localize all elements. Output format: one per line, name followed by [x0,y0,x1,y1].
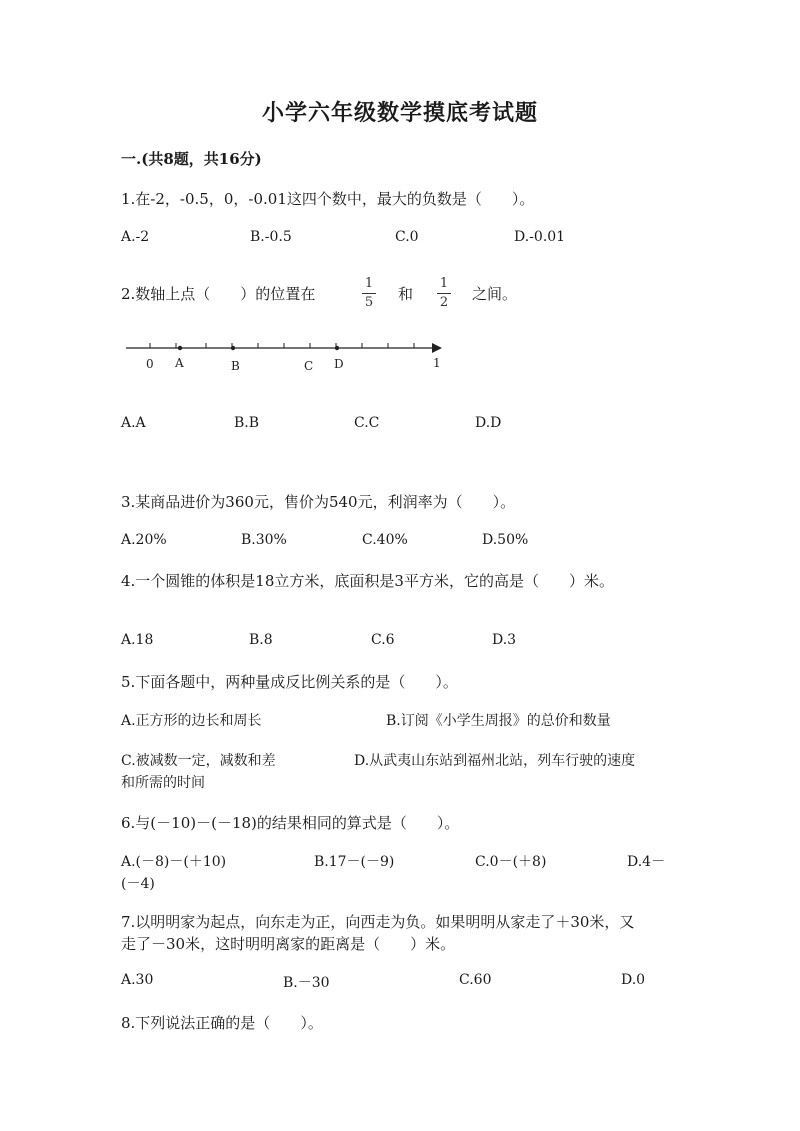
point-d-dot [335,346,339,350]
q4-option-b: B.8 [249,632,273,648]
point-b-dot [231,346,235,350]
q5-option-b: B.订阅《小学生周报》的总价和数量 [386,713,611,729]
fraction-denominator: 2 [439,295,449,310]
fraction-bar [362,293,376,294]
q3-option-c: C.40% [362,532,408,548]
section-heading: 一.(共8题，共16分) [121,150,262,168]
question-2-text-before: 2.数轴上点（ ）的位置在 [121,285,316,303]
q7-option-d: D.0 [621,972,646,988]
label-one: 1 [433,356,441,370]
q5-option-a: A.正方形的边长和周长 [121,713,262,729]
q2-option-d: D.D [475,415,502,431]
question-4: 4.一个圆锥的体积是18立方米，底面积是3平方米，它的高是（ ）米。 [121,572,614,590]
q3-option-a: A.20% [121,532,167,548]
question-1: 1.在-2，-0.5，0，-0.01这四个数中，最大的负数是（ ）。 [121,190,535,208]
q1-option-d: D.-0.01 [514,229,566,245]
q3-option-d: D.50% [482,532,529,548]
fraction-bar [437,293,451,294]
q1-option-c: C.0 [395,229,419,245]
q2-option-c: C.C [354,415,380,431]
q2-option-b: B.B [234,415,260,431]
q6-option-d: D.4－ [627,854,666,870]
question-7-line-2: 走了－30米，这时明明离家的距离是（ ）米。 [121,935,456,953]
fraction-denominator: 5 [364,295,374,310]
label-a: A [175,356,184,370]
q2-option-a: A.A [121,415,146,431]
question-5: 5.下面各题中，两种量成反比例关系的是（ ）。 [121,673,458,691]
number-line-arrow-icon [432,343,442,353]
label-d: D [334,357,344,371]
q5-option-d-continued: 和所需的时间 [121,775,205,791]
question-7-line-1: 7.以明明家为起点，向东走为正，向西走为负。如果明明从家走了＋30米，又 [121,913,635,931]
question-2-text-after: 之间。 [472,285,518,303]
fraction-numerator: 1 [364,276,374,291]
q5-option-d: D.从武夷山东站到福州北站，列车行驶的速度 [354,753,636,769]
q4-option-d: D.3 [492,632,517,648]
question-6: 6.与(－10)－(－18)的结果相同的算式是（ ）。 [121,814,460,832]
q1-option-b: B.-0.5 [250,229,292,245]
q7-option-b: B.－30 [283,975,330,991]
q6-option-c: C.0－(＋8) [475,854,547,870]
q7-option-a: A.30 [121,972,154,988]
q4-option-c: C.6 [371,632,395,648]
q5-option-c: C.被减数一定，减数和差 [121,753,276,769]
number-line [120,336,450,378]
question-3: 3.某商品进价为360元，售价为540元，利润率为（ ）。 [121,493,516,511]
page-title: 小学六年级数学摸底考试题 [261,100,538,126]
q3-option-b: B.30% [241,532,287,548]
q6-option-a: A.(－8)－(＋10) [121,854,227,870]
q6-option-d-continued: (－4) [121,876,155,892]
fraction-one-fifth [359,276,379,311]
fraction-one-half [434,276,454,311]
number-line-ticks [150,343,414,348]
label-zero: 0 [146,357,154,371]
fraction-numerator: 1 [439,276,449,291]
q1-option-a: A.-2 [121,229,150,245]
label-c: C [304,359,314,373]
label-b: B [231,359,240,373]
q6-option-b: B.17－(－9) [314,854,395,870]
point-a-dot [178,346,182,350]
question-2-text-and: 和 [398,285,414,303]
q4-option-a: A.18 [121,632,154,648]
q7-option-c: C.60 [459,972,492,988]
question-8: 8.下列说法正确的是（ ）。 [121,1014,323,1032]
